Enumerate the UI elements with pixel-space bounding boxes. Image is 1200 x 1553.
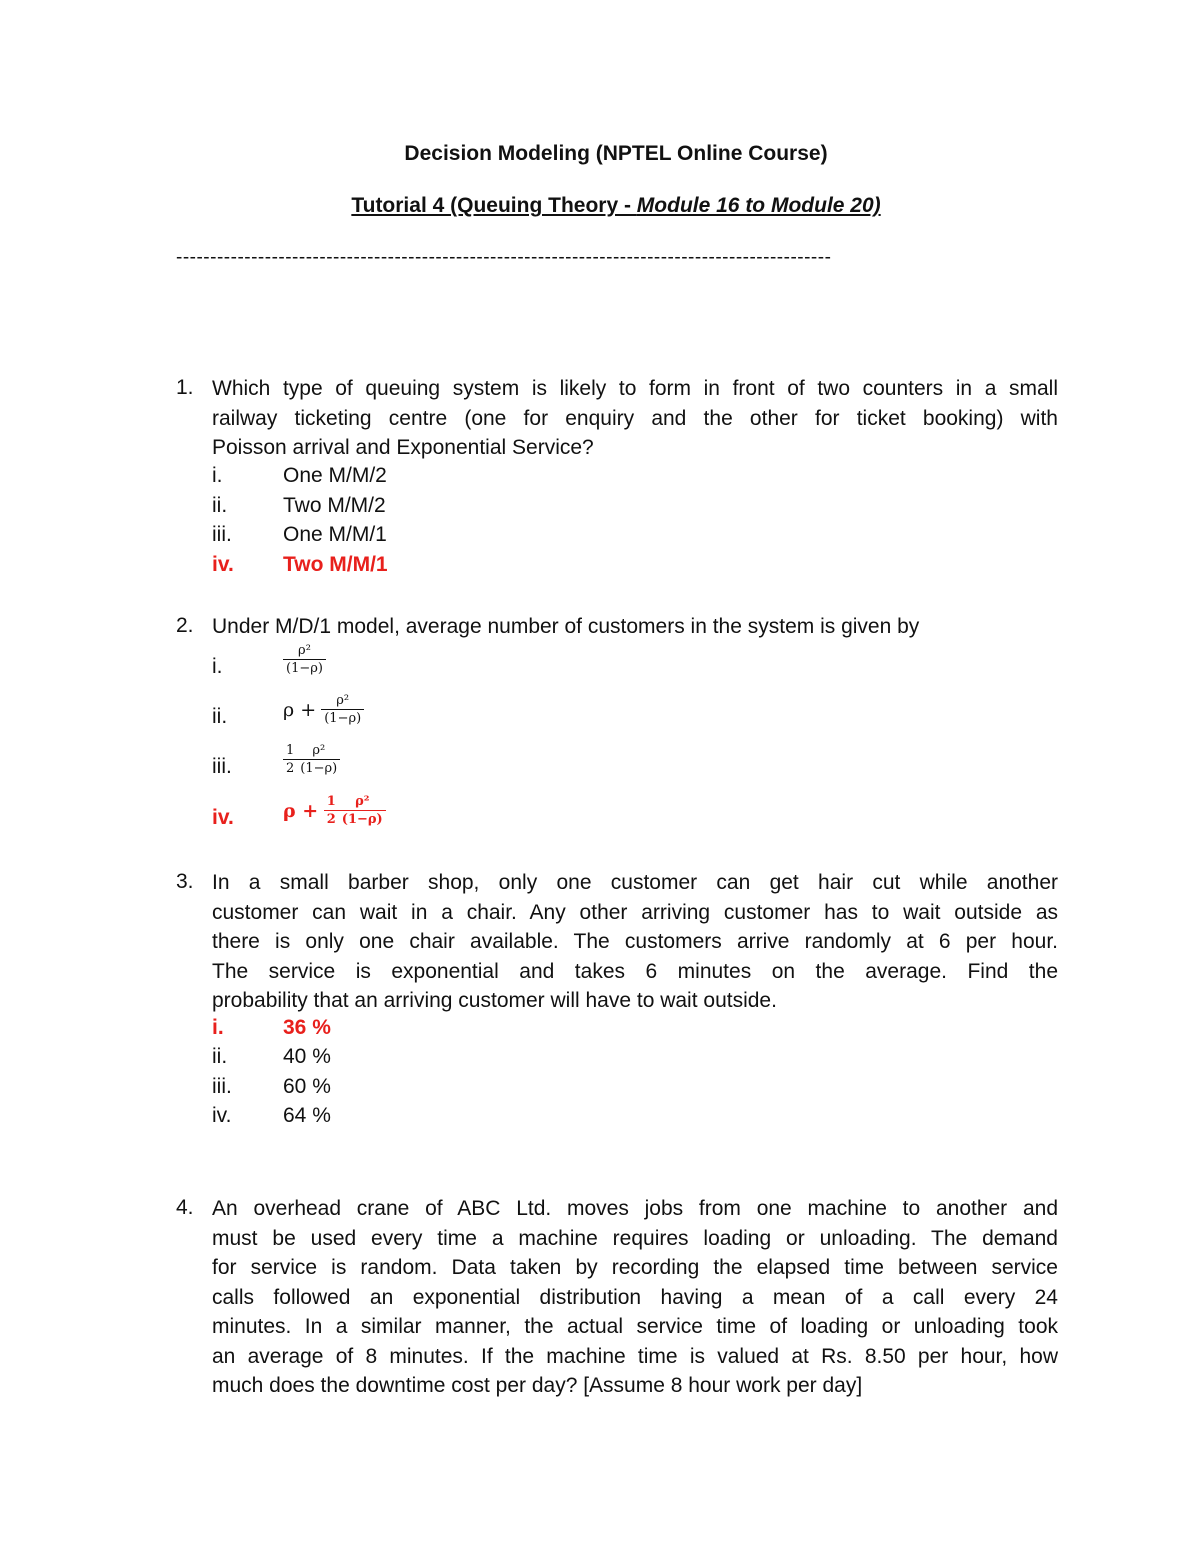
- fraction-denominator: (1−ρ): [297, 759, 340, 777]
- q1-option-roman-correct: iv.: [212, 553, 234, 576]
- question-1-text: [212, 374, 1058, 463]
- question-4-line: An overhead crane of ABC Ltd. moves jobs from one machine to another and: [212, 1197, 1058, 1220]
- q1-option-text: One M/M/2: [283, 464, 387, 487]
- question-4-line: must be used every time a machine requires loading or unloading. The demand: [212, 1226, 1058, 1250]
- question-4-line: an average of 8 minutes. If the machine time is valued at Rs. 8.50 per hour, how: [212, 1344, 1058, 1368]
- question-4-text: [212, 1194, 1058, 1401]
- q1-option-roman: iii.: [212, 523, 232, 546]
- fraction-denominator: (1−ρ): [321, 709, 364, 727]
- question-2-text: [212, 612, 1058, 642]
- q3-option-text: 64 %: [283, 1104, 331, 1127]
- question-4-line: minutes. In a similar manner, the actual service time of loading or unloading took: [212, 1315, 1058, 1338]
- formula-prefix: ρ +: [283, 800, 319, 822]
- q3-option-roman: iii.: [212, 1075, 232, 1098]
- question-4-line: calls followed an exponential distribution having a mean of a call every 24: [212, 1285, 1058, 1309]
- q3-option-text: 40 %: [283, 1045, 331, 1068]
- fraction: [339, 794, 386, 828]
- q1-option-roman: i.: [212, 464, 223, 487]
- q3-option-text: 60 %: [283, 1075, 331, 1098]
- fraction: [321, 693, 364, 727]
- fraction: [297, 743, 340, 777]
- fraction-numerator: ρ²: [355, 794, 370, 809]
- question-3-line: The service is exponential and takes 6 minutes on the average. Find the: [212, 959, 1058, 983]
- subtitle-module-range: Module 16 to Module 20): [636, 194, 881, 217]
- separator-line: ------------------------------------------------------------------------------------------------: [176, 247, 832, 268]
- fraction: [283, 643, 326, 677]
- question-4-number: 4.: [176, 1196, 194, 1219]
- q3-option-roman: iv.: [212, 1104, 232, 1127]
- q2-option-formula: [283, 693, 364, 727]
- fraction-numerator: ρ²: [312, 743, 326, 758]
- question-3-line: customer can wait in a chair. Any other arriving customer has to wait outside as: [212, 900, 1058, 924]
- q2-option-formula: [283, 643, 326, 677]
- q1-option-text-correct: Two M/M/1: [283, 553, 388, 576]
- q2-option-roman: iii.: [212, 755, 232, 778]
- question-4-line: much does the downtime cost per day? [Assume 8 hour work per day]: [212, 1374, 863, 1397]
- question-1-number: 1.: [176, 376, 194, 399]
- q2-option-formula-correct: [283, 794, 386, 828]
- question-1-line: Poisson arrival and Exponential Service?: [212, 436, 594, 459]
- q3-option-text-correct: 36 %: [283, 1016, 331, 1039]
- subtitle-prefix: Tutorial 4 (Queuing Theory -: [351, 194, 637, 217]
- fraction-numerator: ρ²: [298, 643, 311, 658]
- formula-prefix: ρ +: [283, 699, 317, 721]
- question-3-number: 3.: [176, 870, 194, 893]
- q3-option-roman: ii.: [212, 1045, 228, 1068]
- q2-option-roman-correct: iv.: [212, 806, 234, 829]
- fraction-half: [324, 794, 339, 828]
- question-4-line: for service is random. Data taken by recording the elapsed time between service: [212, 1256, 1058, 1279]
- document-subtitle: [0, 194, 1200, 218]
- question-1-line: Which type of queuing system is likely to form in front of two counters in a small: [212, 377, 1058, 400]
- q1-option-text: Two M/M/2: [283, 494, 386, 517]
- fraction-numerator: ρ²: [336, 693, 350, 708]
- document-title: Decision Modeling (NPTEL Online Course): [404, 142, 828, 165]
- fraction-numerator: 1: [286, 743, 295, 758]
- question-3-line: there is only one chair available. The customers arrive randomly at 6 per hour.: [212, 930, 1058, 953]
- fraction-numerator: 1: [326, 794, 336, 809]
- question-3-line: In a small barber shop, only one customer can get hair cut while another: [212, 871, 1058, 894]
- fraction-denominator: 2: [324, 810, 339, 828]
- question-1-line: railway ticketing centre (one for enquiry and the other for ticket booking) with: [212, 406, 1058, 430]
- fraction-denominator: (1−ρ): [339, 810, 386, 828]
- fraction-denominator: (1−ρ): [283, 659, 326, 677]
- question-2-number: 2.: [176, 614, 194, 637]
- question-2-line: Under M/D/1 model, average number of customers in the system is given by: [212, 615, 920, 638]
- q1-option-roman: ii.: [212, 494, 228, 517]
- q3-option-roman-correct: i.: [212, 1016, 224, 1039]
- q2-option-formula: [283, 743, 340, 777]
- q1-option-text: One M/M/1: [283, 523, 387, 546]
- q2-option-roman: ii.: [212, 705, 228, 728]
- question-3-text: [212, 868, 1058, 1016]
- fraction-half: [283, 743, 297, 777]
- question-3-line: probability that an arriving customer will have to wait outside.: [212, 989, 777, 1012]
- fraction-denominator: 2: [283, 759, 297, 777]
- q2-option-roman: i.: [212, 655, 223, 678]
